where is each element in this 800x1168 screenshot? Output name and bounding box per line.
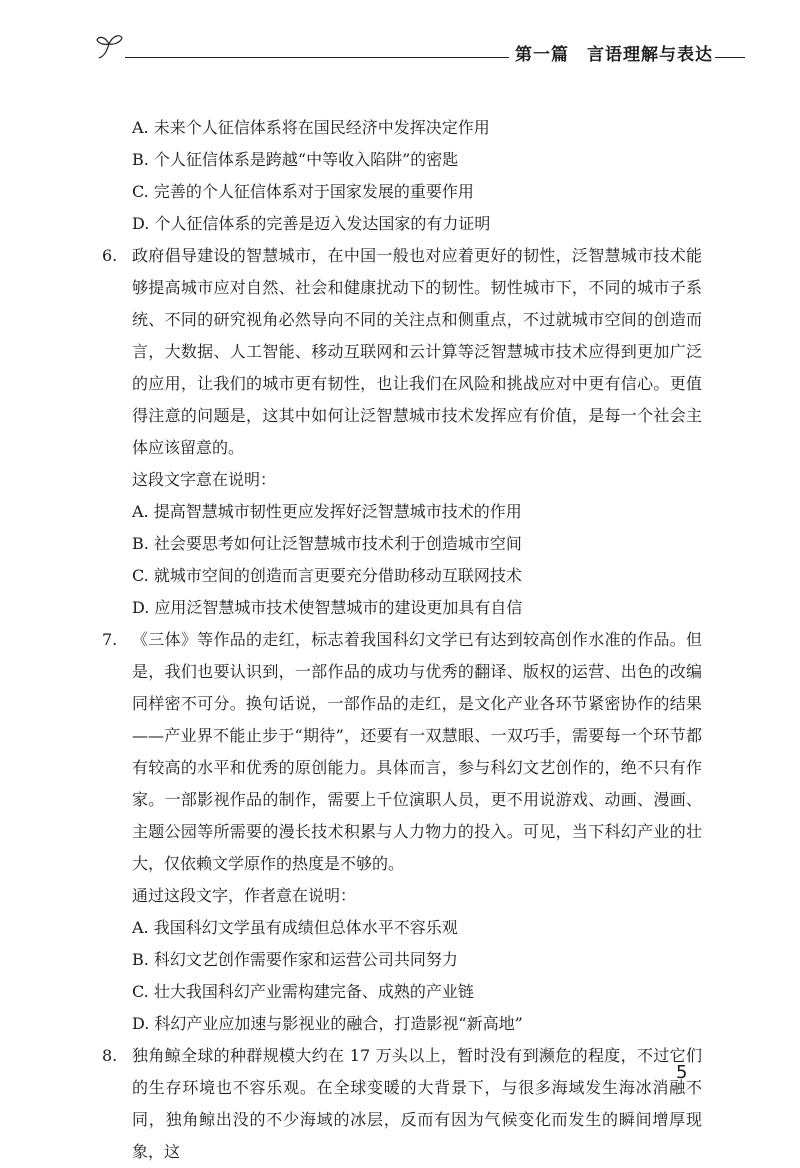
q5-option-c: C. 完善的个人征信体系对于国家发展的重要作用 xyxy=(132,182,474,201)
question-7-number: 7. xyxy=(102,630,118,649)
q5-option-b: B. 个人征信体系是跨越“中等收入陷阱”的密匙 xyxy=(132,150,459,169)
page-number: 5 xyxy=(676,1062,688,1083)
q7-option-b: B. 科幻文艺创作需要作家和运营公司共同努力 xyxy=(132,950,458,969)
q7-option-a: A. 我国科幻文学虽有成绩但总体水平不容乐观 xyxy=(132,918,458,937)
question-6 xyxy=(102,240,702,464)
q6-option-b: B. 社会要思考如何让泛智慧城市技术利于创造城市空间 xyxy=(132,534,522,553)
question-8 xyxy=(102,1040,702,1168)
question-6-prompt: 这段文字意在说明： xyxy=(132,470,277,489)
q6-option-c: C. 就城市空间的创造而言更要充分借助移动互联网技术 xyxy=(132,566,522,585)
q7-option-c: C. 壮大我国科幻产业需构建完备、成熟的产业链 xyxy=(132,982,474,1001)
q6-option-d: D. 应用泛智慧城市技术使智慧城市的建设更加具有自信 xyxy=(132,598,523,617)
question-8-number: 8. xyxy=(102,1046,118,1065)
page-content xyxy=(102,112,702,1168)
question-6-text: 政府倡导建设的智慧城市，在中国一般也对应着更好的韧性，泛智慧城市技术能够提高城市应对自然、社会和健康扰动下的韧性。韧性城市下，不同的城市子系统、不同的研究视角必然导向不同的关注点和侧重点，不过就城市空间的创造而言，大数据、人工智能、移动互联网和云计算等泛智慧城市技术应得到更加广泛的应用，让我们的城市更有韧性，也让我们在风险和挑战应对中更有信心。更值得注意的问题是，这其中如何让泛智慧城市技术发挥应有价值，是每一个社会主体应该留意的。 xyxy=(132,246,702,457)
q5-option-a: A. 未来个人征信体系将在国民经济中发挥决定作用 xyxy=(132,118,490,137)
q7-option-d: D. 科幻产业应加速与影视业的融合，打造影视“新高地” xyxy=(132,1014,523,1033)
question-7 xyxy=(102,624,702,880)
q6-option-a: A. 提高智慧城市韧性更应发挥好泛智慧城市技术的作用 xyxy=(132,502,522,521)
question-7-prompt: 通过这段文字，作者意在说明： xyxy=(132,886,357,905)
question-8-text: 独角鲸全球的种群规模大约在 17 万头以上，暂时没有到濒危的程度，不过它们的生存环境也不容乐观。在全球变暖的大背景下，与很多海域发生海冰消融不同，独角鲸出没的不少海域的冰层，反而有因为气候变化而发生的瞬间增厚现象，这 xyxy=(132,1046,702,1161)
q5-option-d: D. 个人征信体系的完善是迈入发达国家的有力证明 xyxy=(132,214,491,233)
section-title: 第一篇 言语理解与表达 xyxy=(509,40,731,65)
question-7-text: 《三体》等作品的走红，标志着我国科幻文学已有达到较高创作水准的作品。但是，我们也要认识到，一部作品的成功与优秀的翻译、版权的运营、出色的改编同样密不可分。换句话说，一部作品的走红，是文化产业各环节紧密协作的结果——产业界不能止步于“期待”，还要有一双慧眼、一双巧手，需要每一个环节都有较高的水平和优秀的原创能力。具体而言，参与科幻文艺创作的，绝不只有作家。一部影视作品的制作，需要上千位演职人员，更不用说游戏、动画、漫画、主题公园等所需要的漫长技术积累与人力物力的投入。可见，当下科幻产业的壮大，仅依赖文学原作的热度是不够的。 xyxy=(132,630,702,873)
q5-options xyxy=(102,112,702,240)
header-rule-right xyxy=(715,57,745,58)
question-6-number: 6. xyxy=(102,246,118,265)
running-header xyxy=(95,30,745,70)
sprout-icon xyxy=(95,30,127,60)
